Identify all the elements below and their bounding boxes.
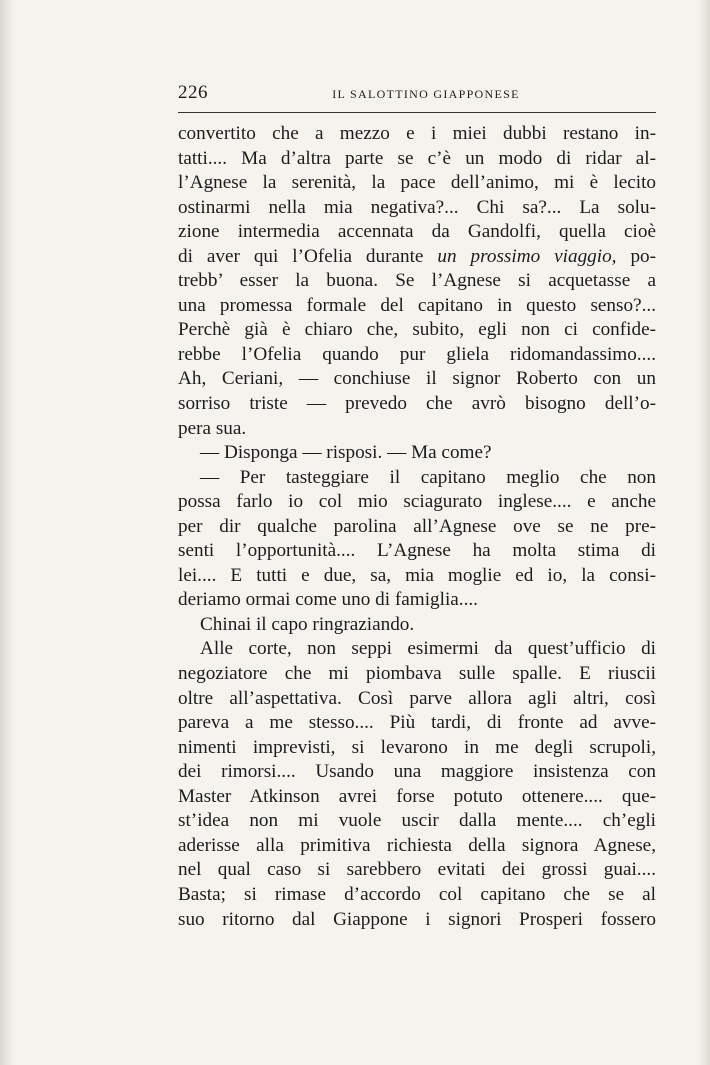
text-line: una promessa formale del capitano in questo senso?... xyxy=(178,294,656,316)
text-line: pareva a me stesso.... Più tardi, di fronte ad avve- xyxy=(178,712,656,734)
text-line-mixed xyxy=(178,245,656,270)
text-fragment: di aver qui l’Ofelia durante xyxy=(178,245,424,267)
text-line: convertito che a mezzo e i miei dubbi restano in- xyxy=(178,123,656,144)
text-line: nel qual caso si sarebbero evitati dei grossi guai.... xyxy=(178,859,656,881)
text-line: Alle corte, non seppi esimermi da quest’ufficio di xyxy=(200,638,656,660)
text-line: aderisse alla primitiva richiesta della signora Agnese, xyxy=(178,834,656,856)
text-line: pera sua. xyxy=(178,417,247,439)
text-line: Ah, Ceriani, — conchiuse il signor Roberto con un xyxy=(178,368,656,390)
body-text xyxy=(178,122,656,932)
scan-edge-left xyxy=(0,0,14,1065)
text-line: per dir qualche parolina all’Agnese ove se ne pre- xyxy=(178,515,656,537)
text-line: rebbe l’Ofelia quando pur gliela ridomandassimo.... xyxy=(178,343,656,365)
text-line: lei.... E tutti e due, sa, mia moglie ed io, la consi- xyxy=(178,564,656,586)
text-line: oltre all’aspettativa. Così parve allora agli altri, così xyxy=(178,687,656,709)
text-line: deriamo ormai come uno di famiglia.... xyxy=(178,589,478,611)
text-line: st’idea non mi vuole uscir dalla mente.... ch’egli xyxy=(178,810,656,832)
text-line: nimenti imprevisti, si levarono in me degli scrupoli, xyxy=(178,736,656,758)
italic-phrase: un prossimo viaggio, xyxy=(437,245,617,267)
text-line: negoziatore che mi piombava sulle spalle. E riuscii xyxy=(178,663,656,685)
text-line: possa farlo io col mio sciagurato inglese.... e anche xyxy=(178,491,656,513)
header-rule xyxy=(178,112,656,113)
running-title: IL SALOTTINO GIAPPONESE xyxy=(332,87,520,101)
text-line: suo ritorno dal Giappone i signori Prosperi fossero xyxy=(178,908,656,930)
running-head xyxy=(178,82,656,104)
text-line: dei rimorsi.... Usando una maggiore insistenza con xyxy=(178,761,656,783)
scan-edge-right xyxy=(698,0,710,1065)
text-line: — Per tasteggiare il capitano meglio che non xyxy=(200,466,656,488)
text-line: Master Atkinson avrei forse potuto ottenere.... que- xyxy=(178,785,656,807)
text-line: Chinai il capo ringraziando. xyxy=(200,613,415,635)
text-line: trebb’ esser la buona. Se l’Agnese si acquetasse a xyxy=(178,270,656,292)
text-line: Perchè già è chiaro che, subito, egli non ci confide- xyxy=(178,319,656,341)
text-line: sorriso triste — prevedo che avrò bisogno dell’o- xyxy=(178,393,656,415)
text-line: senti l’opportunità.... L’Agnese ha molta stima di xyxy=(178,540,656,562)
text-line: tatti.... Ma d’altra parte se c’è un modo di ridar al- xyxy=(178,147,656,169)
text-line: Basta; si rimase d’accordo col capitano che se al xyxy=(178,883,656,905)
page-number: 226 xyxy=(178,82,208,103)
text-line: l’Agnese la serenità, la pace dell’animo, mi è lecito xyxy=(178,172,656,194)
text-line: — Disponga — risposi. — Ma come? xyxy=(200,442,492,464)
text-line: zione intermedia accennata da Gandolfi, quella cioè xyxy=(178,221,656,243)
text-fragment: po- xyxy=(630,245,657,267)
text-line: ostinarmi nella mia negativa?... Chi sa?... La solu- xyxy=(178,196,656,218)
